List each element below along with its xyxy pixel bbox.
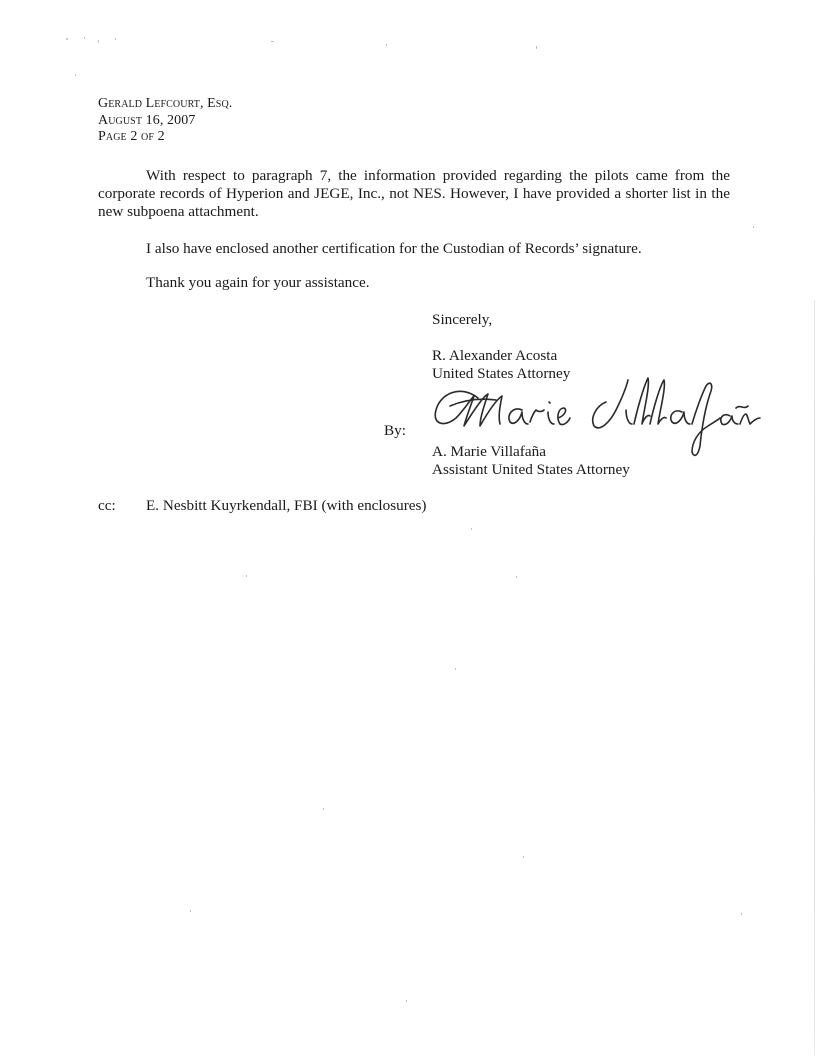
scan-speck — [75, 74, 76, 76]
scan-speck — [323, 808, 324, 810]
header-date: August 16, 2007 — [98, 112, 196, 128]
cc-recipient: E. Nesbitt Kuyrkendall, FBI (with enclosures) — [146, 497, 427, 514]
header-page-number: Page 2 of 2 — [98, 129, 165, 144]
body-paragraph-1: With respect to paragraph 7, the information provided regarding the pilots came from the corporate records of Hyperion and JEGE, Inc., not NES. However, I have provided a shorter list in the new subpoena attachment. — [98, 167, 730, 220]
scan-speck — [406, 1000, 407, 1002]
scan-speck — [455, 668, 456, 670]
by-label: By: — [384, 422, 406, 439]
scan-speck — [741, 913, 742, 915]
letter-header — [98, 96, 232, 146]
scan-speck — [84, 37, 85, 39]
signer-name: A. Marie Villafaña — [432, 443, 546, 460]
cc-line — [98, 497, 427, 515]
scan-speck — [386, 44, 387, 46]
scan-speck — [516, 576, 517, 578]
scan-speck — [190, 910, 191, 912]
scan-speck — [246, 575, 247, 577]
scan-speck — [66, 38, 68, 40]
scan-speck — [98, 40, 99, 43]
scan-speck — [753, 226, 754, 228]
scan-speck — [536, 46, 537, 49]
scan-speck — [115, 38, 116, 40]
body-paragraph-3: Thank you again for your assistance. — [146, 274, 370, 291]
signer-block — [432, 443, 630, 479]
scan-speck — [471, 528, 472, 530]
us-attorney-name: R. Alexander Acosta — [432, 347, 558, 364]
scan-speck — [271, 41, 274, 42]
body-paragraph-2: I also have enclosed another certification for the Custodian of Records’ signature. — [146, 240, 642, 257]
cc-label: cc: — [98, 497, 116, 514]
header-recipient: Gerald Lefcourt, Esq. — [98, 96, 233, 111]
us-attorney-title: United States Attorney — [432, 364, 571, 382]
scan-speck — [523, 856, 524, 858]
scan-edge — [814, 300, 815, 1056]
closing-salutation: Sincerely, — [432, 311, 493, 328]
signer-title: Assistant United States Attorney — [432, 460, 630, 478]
